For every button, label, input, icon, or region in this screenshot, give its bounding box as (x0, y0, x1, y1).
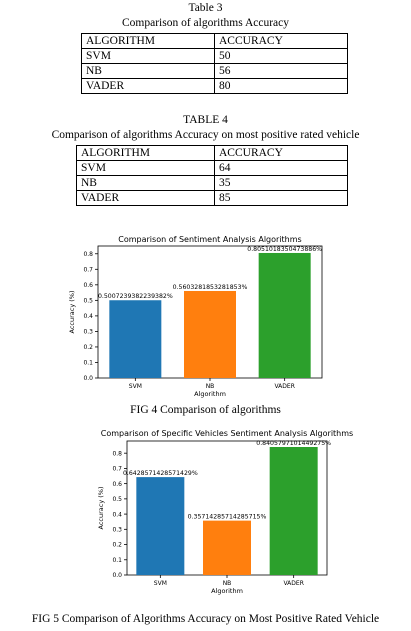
table-header-row (82, 34, 348, 49)
table-cell: VADER (77, 191, 215, 206)
fig5-bar-chart (80, 426, 380, 598)
y-tick-label: 0.5 (112, 496, 122, 504)
table-header-cell: ACCURACY (215, 146, 348, 161)
table-row (77, 176, 348, 191)
y-tick-label: 0.5 (83, 297, 93, 305)
table-cell: 64 (215, 161, 348, 176)
y-tick-label: 0.4 (112, 511, 122, 519)
x-tick-label: VADER (283, 580, 304, 587)
data-label: 0.8051018350473886% (247, 245, 323, 253)
x-axis-label: Algorithm (194, 390, 226, 398)
data-label: 0.5603281853281853% (172, 283, 248, 291)
table3-title: Comparison of algorithms Accuracy (121, 17, 290, 29)
table-cell: 85 (215, 191, 348, 206)
table-cell: NB (77, 176, 215, 191)
y-tick-label: 0.2 (83, 344, 93, 352)
x-tick-label: NB (205, 383, 215, 390)
table-cell: SVM (77, 161, 215, 176)
table-cell: 80 (215, 79, 348, 94)
table-cell: NB (82, 64, 215, 79)
y-tick-label: 0.8 (112, 450, 122, 458)
y-tick-label: 0.2 (112, 541, 122, 549)
bar (136, 477, 184, 575)
x-tick-label: SVM (128, 383, 142, 390)
x-tick-label: SVM (153, 580, 167, 587)
y-axis-label: Accuracy (%) (97, 486, 105, 530)
y-tick-label: 0.6 (83, 282, 93, 290)
bar (270, 447, 318, 575)
table-cell: VADER (82, 79, 215, 94)
table-header-cell: ACCURACY (215, 34, 348, 49)
bar (203, 521, 251, 575)
table-header-row (77, 146, 348, 161)
table-header-cell: ALGORITHM (77, 146, 215, 161)
table3 (81, 33, 348, 94)
table-row (82, 64, 348, 79)
y-tick-label: 0.1 (83, 359, 93, 367)
table-row (77, 161, 348, 176)
table-row (77, 191, 348, 206)
table-header-cell: ALGORITHM (82, 34, 215, 49)
table-cell: 56 (215, 64, 348, 79)
bar (184, 291, 236, 378)
table-cell: 35 (215, 176, 348, 191)
x-tick-label: NB (222, 580, 232, 587)
y-tick-label: 0.7 (83, 266, 93, 274)
fig4-caption: FIG 4 Comparison of algorithms (130, 404, 281, 416)
fig5-caption: FIG 5 Comparison of Algorithms Accuracy on Most Positive Rated Vehicle (31, 613, 380, 625)
table4-title: Comparison of algorithms Accuracy on most positive rated vehicle (51, 129, 360, 141)
data-label: 0.6428571428571429% (122, 470, 198, 478)
table-row (82, 79, 348, 94)
y-axis-label: Accuracy (%) (68, 290, 76, 334)
table-cell: 50 (215, 49, 348, 64)
data-label: 0.5007239382239382% (97, 293, 173, 301)
x-axis-label: Algorithm (211, 587, 243, 595)
data-label: 0.8405797101449275% (256, 440, 332, 448)
bar (259, 253, 311, 378)
chart-title: Comparison of Sentiment Analysis Algorithms (118, 235, 302, 244)
table4 (76, 145, 348, 206)
table-cell: SVM (82, 49, 215, 64)
y-tick-label: 0.3 (112, 526, 122, 534)
bar (109, 300, 161, 378)
y-tick-label: 0.7 (112, 465, 122, 473)
y-tick-label: 0.4 (83, 313, 93, 321)
data-label: 0.35714285714285715% (187, 513, 267, 521)
y-tick-label: 0.1 (112, 556, 122, 564)
table4-label: TABLE 4 (183, 114, 228, 126)
y-tick-label: 0.3 (83, 328, 93, 336)
chart-title: Comparison of Specific Vehicles Sentiment Analysis Algorithms (100, 429, 354, 438)
fig4-bar-chart (68, 232, 338, 404)
y-tick-label: 0.0 (83, 375, 93, 383)
y-tick-label: 0.6 (112, 480, 122, 488)
y-tick-label: 0.8 (83, 250, 93, 258)
x-tick-label: VADER (274, 383, 295, 390)
table-row (82, 49, 348, 64)
y-tick-label: 0.0 (112, 572, 122, 580)
table3-label: Table 3 (188, 2, 223, 14)
